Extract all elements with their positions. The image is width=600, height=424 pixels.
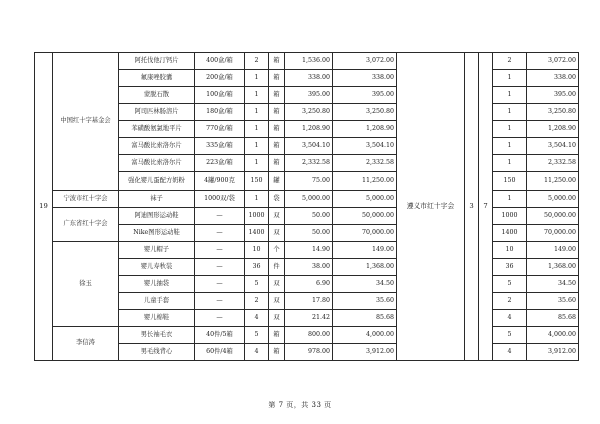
item-price-cell: 50.00: [285, 225, 333, 242]
item-price-cell: 338.00: [285, 70, 333, 87]
item-spec-cell: —: [195, 259, 245, 276]
received-amount-cell: 149.00: [527, 242, 579, 259]
item-name-cell: 氟康唑胶囊: [119, 70, 195, 87]
item-unit-cell: 罐: [269, 172, 285, 191]
recipient-count-a-cell: 3: [465, 53, 479, 361]
item-qty-cell: 1: [245, 70, 269, 87]
item-spec-cell: 4罐/900克: [195, 172, 245, 191]
item-name-cell: 富马酸比索洛尔片: [119, 138, 195, 155]
item-unit-cell: 箱: [269, 155, 285, 172]
item-spec-cell: 40件/5箱: [195, 327, 245, 344]
item-unit-cell: 箱: [269, 104, 285, 121]
received-qty-cell: 1: [493, 87, 527, 104]
item-qty-cell: 5: [245, 276, 269, 293]
item-spec-cell: 100盒/箱: [195, 87, 245, 104]
received-amount-cell: 3,912.00: [527, 344, 579, 361]
item-unit-cell: 件: [269, 259, 285, 276]
item-unit-cell: 箱: [269, 344, 285, 361]
received-amount-cell: 3,072.00: [527, 53, 579, 70]
received-amount-cell: 50,000.00: [527, 208, 579, 225]
item-spec-cell: —: [195, 208, 245, 225]
item-name-cell: 婴儿棉鞋: [119, 310, 195, 327]
item-unit-cell: 双: [269, 293, 285, 310]
table-row: [35, 53, 579, 70]
item-spec-cell: —: [195, 293, 245, 310]
item-unit-cell: 箱: [269, 53, 285, 70]
item-amount-cell: 34.50: [333, 276, 397, 293]
item-spec-cell: —: [195, 310, 245, 327]
received-amount-cell: 85.68: [527, 310, 579, 327]
item-name-cell: 儿童手套: [119, 293, 195, 310]
table-row: [35, 327, 579, 344]
item-qty-cell: 36: [245, 259, 269, 276]
received-amount-cell: 338.00: [527, 70, 579, 87]
item-price-cell: 800.00: [285, 327, 333, 344]
received-qty-cell: 1: [493, 121, 527, 138]
item-name-cell: 富马酸比索洛尔片: [119, 155, 195, 172]
item-qty-cell: 1400: [245, 225, 269, 242]
table-row: [35, 191, 579, 208]
received-qty-cell: 5: [493, 276, 527, 293]
item-name-cell: Nike图形运动鞋: [119, 225, 195, 242]
item-name-cell: 婴儿帽子: [119, 242, 195, 259]
item-spec-cell: 200盒/箱: [195, 70, 245, 87]
received-amount-cell: 35.60: [527, 293, 579, 310]
received-qty-cell: 1400: [493, 225, 527, 242]
received-amount-cell: 70,000.00: [527, 225, 579, 242]
item-price-cell: 978.00: [285, 344, 333, 361]
item-spec-cell: 400盒/箱: [195, 53, 245, 70]
item-name-cell: 阿司匹林肠溶片: [119, 104, 195, 121]
table-row: [35, 208, 579, 225]
item-unit-cell: 箱: [269, 87, 285, 104]
item-amount-cell: 11,250.00: [333, 172, 397, 191]
item-price-cell: 21.42: [285, 310, 333, 327]
item-amount-cell: 3,504.10: [333, 138, 397, 155]
item-qty-cell: 1: [245, 155, 269, 172]
item-unit-cell: 箱: [269, 327, 285, 344]
item-amount-cell: 35.60: [333, 293, 397, 310]
received-qty-cell: 36: [493, 259, 527, 276]
item-spec-cell: 335盒/箱: [195, 138, 245, 155]
item-price-cell: 3,250.80: [285, 104, 333, 121]
item-qty-cell: 2: [245, 53, 269, 70]
received-amount-cell: 5,000.00: [527, 191, 579, 208]
item-amount-cell: 4,000.00: [333, 327, 397, 344]
item-amount-cell: 2,332.58: [333, 155, 397, 172]
item-name-cell: 袜子: [119, 191, 195, 208]
received-qty-cell: 150: [493, 172, 527, 191]
received-qty-cell: 4: [493, 310, 527, 327]
received-qty-cell: 4: [493, 344, 527, 361]
item-unit-cell: 双: [269, 310, 285, 327]
item-unit-cell: 袋: [269, 191, 285, 208]
item-name-cell: 阿托伐他汀钙片: [119, 53, 195, 70]
item-name-cell: 苯磺酸氨氯地平片: [119, 121, 195, 138]
item-amount-cell: 3,250.80: [333, 104, 397, 121]
donation-table: [34, 52, 579, 361]
donor-cell: 宁波市红十字会: [53, 191, 119, 208]
received-qty-cell: 10: [493, 242, 527, 259]
item-qty-cell: 4: [245, 344, 269, 361]
received-qty-cell: 1: [493, 191, 527, 208]
item-amount-cell: 3,072.00: [333, 53, 397, 70]
item-name-cell: 强化婴儿蛋配方奶粉: [119, 172, 195, 191]
item-amount-cell: 149.00: [333, 242, 397, 259]
received-amount-cell: 34.50: [527, 276, 579, 293]
item-price-cell: 5,000.00: [285, 191, 333, 208]
item-price-cell: 1,536.00: [285, 53, 333, 70]
item-price-cell: 38.00: [285, 259, 333, 276]
received-qty-cell: 1: [493, 138, 527, 155]
received-amount-cell: 3,250.80: [527, 104, 579, 121]
item-spec-cell: —: [195, 276, 245, 293]
item-unit-cell: 个: [269, 242, 285, 259]
item-price-cell: 1,208.90: [285, 121, 333, 138]
item-price-cell: 395.00: [285, 87, 333, 104]
item-unit-cell: 箱: [269, 121, 285, 138]
item-spec-cell: 60件/4箱: [195, 344, 245, 361]
item-qty-cell: 5: [245, 327, 269, 344]
item-qty-cell: 2: [245, 293, 269, 310]
item-qty-cell: 10: [245, 242, 269, 259]
item-amount-cell: 1,208.90: [333, 121, 397, 138]
item-qty-cell: 1: [245, 138, 269, 155]
received-amount-cell: 1,208.90: [527, 121, 579, 138]
item-unit-cell: 双: [269, 208, 285, 225]
item-unit-cell: 双: [269, 276, 285, 293]
item-price-cell: 50.00: [285, 208, 333, 225]
received-amount-cell: 3,504.10: [527, 138, 579, 155]
received-qty-cell: 1000: [493, 208, 527, 225]
item-qty-cell: 1: [245, 121, 269, 138]
item-qty-cell: 1: [245, 191, 269, 208]
item-amount-cell: 85.68: [333, 310, 397, 327]
item-qty-cell: 1: [245, 104, 269, 121]
page-footer: 第 7 页，共 33 页: [268, 401, 332, 409]
item-name-cell: 蒙脱石散: [119, 87, 195, 104]
item-qty-cell: 4: [245, 310, 269, 327]
item-spec-cell: 770盒/箱: [195, 121, 245, 138]
item-spec-cell: —: [195, 225, 245, 242]
item-spec-cell: —: [195, 242, 245, 259]
table-row: [35, 242, 579, 259]
item-name-cell: 婴儿抽袋: [119, 276, 195, 293]
item-qty-cell: 1000: [245, 208, 269, 225]
received-qty-cell: 2: [493, 293, 527, 310]
item-qty-cell: 150: [245, 172, 269, 191]
item-price-cell: 17.80: [285, 293, 333, 310]
item-spec-cell: 180盒/箱: [195, 104, 245, 121]
item-spec-cell: 223盒/箱: [195, 155, 245, 172]
item-price-cell: 14.90: [285, 242, 333, 259]
item-qty-cell: 1: [245, 87, 269, 104]
item-amount-cell: 50,000.00: [333, 208, 397, 225]
donor-cell: 徐玉: [53, 242, 119, 327]
received-amount-cell: 395.00: [527, 87, 579, 104]
item-amount-cell: 395.00: [333, 87, 397, 104]
item-spec-cell: 1000双/袋: [195, 191, 245, 208]
item-amount-cell: 338.00: [333, 70, 397, 87]
item-amount-cell: 3,912.00: [333, 344, 397, 361]
item-unit-cell: 箱: [269, 138, 285, 155]
item-name-cell: 男毛线背心: [119, 344, 195, 361]
received-amount-cell: 2,332.58: [527, 155, 579, 172]
item-name-cell: 阿迪图形运动鞋: [119, 208, 195, 225]
item-unit-cell: 箱: [269, 70, 285, 87]
received-amount-cell: 1,368.00: [527, 259, 579, 276]
item-amount-cell: 70,000.00: [333, 225, 397, 242]
donor-cell: 李信涛: [53, 327, 119, 361]
received-qty-cell: 1: [493, 155, 527, 172]
recipient-cell: 遵义市红十字会: [397, 53, 465, 361]
item-amount-cell: 5,000.00: [333, 191, 397, 208]
received-qty-cell: 5: [493, 327, 527, 344]
received-amount-cell: 11,250.00: [527, 172, 579, 191]
recipient-count-b-cell: 7: [479, 53, 493, 361]
donor-cell: 中国红十字基金会: [53, 53, 119, 191]
item-name-cell: 婴儿寿秋装: [119, 259, 195, 276]
item-name-cell: 男长袖毛衣: [119, 327, 195, 344]
row-seq-cell: 19: [35, 53, 53, 361]
item-price-cell: 3,504.10: [285, 138, 333, 155]
received-qty-cell: 1: [493, 104, 527, 121]
item-price-cell: 75.00: [285, 172, 333, 191]
received-qty-cell: 2: [493, 53, 527, 70]
received-qty-cell: 1: [493, 70, 527, 87]
item-unit-cell: 双: [269, 225, 285, 242]
item-price-cell: 2,332.58: [285, 155, 333, 172]
received-amount-cell: 4,000.00: [527, 327, 579, 344]
item-price-cell: 6.90: [285, 276, 333, 293]
donor-cell: 广东省红十字会: [53, 208, 119, 242]
item-amount-cell: 1,368.00: [333, 259, 397, 276]
